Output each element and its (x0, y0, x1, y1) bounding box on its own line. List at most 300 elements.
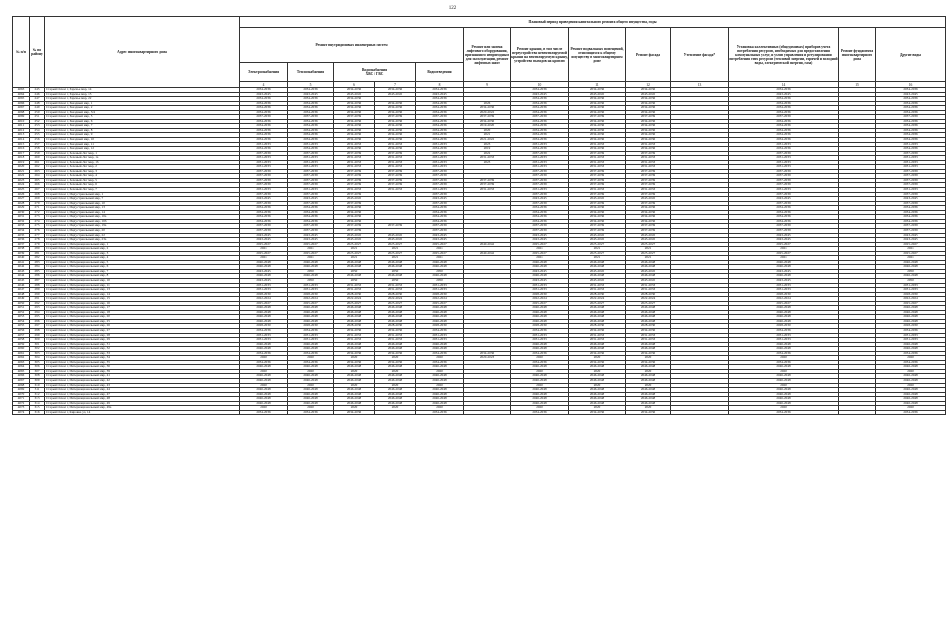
period-cell: 2037-2039 (375, 183, 416, 188)
period-cell: 2034-2036 (876, 410, 946, 415)
address-cell: Старый Оскол г, Индустриальный мкр, 22 (45, 233, 240, 238)
period-cell: 2034-2036 (375, 88, 416, 93)
period-cell: 2034-2036 (876, 360, 946, 365)
address-cell: Старый Оскол г, Интернациональный мкр, 35 (45, 360, 240, 365)
period-cell: 2034-2036 (569, 410, 626, 415)
period-cell: 2028-2030 (511, 324, 569, 329)
period-cell: 2043-2045 (569, 238, 626, 243)
period-cell: 2046-2048 (288, 397, 334, 402)
district-number-cell: 302 (30, 347, 45, 352)
period-cell: 2031-2033 (729, 160, 839, 165)
period-cell: 2031-2033 (569, 165, 626, 170)
period-cell: 2034-2036 (626, 128, 671, 133)
district-number-cell: 283 (30, 260, 45, 265)
row-number-cell: 4016 (13, 147, 30, 152)
period-cell: 2020 (569, 356, 626, 361)
period-cell: 2046-2048 (240, 401, 288, 406)
row-number-cell: 4047 (13, 288, 30, 293)
address-cell: Старый Оскол г, Интернациональный мкр, 28 (45, 333, 240, 338)
period-cell: 2031-2033 (511, 142, 569, 147)
period-cell: 2046-2048 (375, 397, 416, 402)
period-cell: 2028-2030 (416, 292, 464, 297)
row-number-cell: 4017 (13, 151, 30, 156)
period-cell: 2046-2048 (240, 379, 288, 384)
period-cell: 2034-2036 (569, 219, 626, 224)
row-number-cell: 4059 (13, 342, 30, 347)
period-cell: 2020 (569, 383, 626, 388)
period-cell: 2020 (416, 406, 464, 411)
period-cell: 2046-2048 (416, 306, 464, 311)
period-cell: 2031-2033 (416, 283, 464, 288)
header-metering: Установка коллективных (общедомовых) приборов учета потребления ресурсов, необходимых для предоставления коммунальных услуг, и узлов управления и регулирования потребления этих ресурсов (тепловой энергии, горячей и холодной воды, электрической энергии, газа) (729, 28, 839, 82)
address-cell: Старый Оскол г, Интернациональный мкр, 25 (45, 319, 240, 324)
district-number-cell: 301 (30, 342, 45, 347)
period-cell: 2046-2048 (416, 397, 464, 402)
period-cell: 2034-2036 (626, 138, 671, 143)
period-cell: 2046-2048 (729, 388, 839, 393)
period-cell: 2034-2036 (240, 360, 288, 365)
period-cell: 2031-2033 (375, 142, 416, 147)
period-cell: 2034-2036 (416, 88, 464, 93)
period-cell: 2043-2045 (511, 233, 569, 238)
address-cell: Старый Оскол г, Зеленый Лог мкр, 1б (45, 160, 240, 165)
period-cell: 2037-2039 (288, 192, 334, 197)
period-cell: 2043-2045 (511, 197, 569, 202)
period-cell: 2043-2045 (240, 197, 288, 202)
period-cell: 2046-2048 (569, 392, 626, 397)
period-cell: 2046-2048 (729, 274, 839, 279)
address-cell: Старый Оскол г, Интернациональный мкр, 20 (45, 315, 240, 320)
header-num: № п/п (13, 17, 30, 88)
row-number-cell: 4046 (13, 283, 30, 288)
period-cell: 2034-2036 (416, 124, 464, 129)
period-cell: 2034-2036 (288, 128, 334, 133)
period-cell: 2020 (240, 369, 288, 374)
period-cell: 2028-2030 (626, 292, 671, 297)
period-cell: 2037-2039 (334, 224, 375, 229)
period-cell: 2037-2039 (416, 178, 464, 183)
period-cell: 2034-2036 (288, 328, 334, 333)
period-cell: 2037-2039 (334, 174, 375, 179)
period-cell: 2046-2048 (240, 374, 288, 379)
period-cell: 2034-2036 (729, 138, 839, 143)
period-cell: 2046-2048 (876, 347, 946, 352)
period-cell: 2037-2039 (626, 115, 671, 120)
period-cell: 2037-2039 (288, 224, 334, 229)
address-cell: Старый Оскол г, Интернациональный мкр, 18 (45, 310, 240, 315)
period-cell: 2034-2036 (876, 138, 946, 143)
period-cell: 2046-2048 (626, 392, 671, 397)
address-cell: Старый Оскол г, Звездный мкр, 10 (45, 138, 240, 143)
district-number-cell: 288 (30, 283, 45, 288)
period-cell: 2020 (416, 383, 464, 388)
period-cell: 2043-2045 (626, 238, 671, 243)
period-cell: 2034-2036 (334, 133, 375, 138)
period-cell: 2031-2033 (511, 333, 569, 338)
period-cell: 2037-2039 (569, 192, 626, 197)
period-cell: 2046-2048 (511, 310, 569, 315)
period-cell: 2021 (416, 256, 464, 261)
period-cell: 2034-2036 (729, 133, 839, 138)
period-cell: 2034-2036 (288, 106, 334, 111)
address-cell: Старый Оскол г, Интернациональный мкр, 15 (45, 297, 240, 302)
period-cell: 2034-2036 (569, 147, 626, 152)
row-number-cell: 4061 (13, 351, 30, 356)
period-cell: 2034-2036 (288, 119, 334, 124)
period-cell: 2034-2036 (729, 128, 839, 133)
period-cell: 2025-2027 (511, 251, 569, 256)
period-cell: 2021 (569, 247, 626, 252)
period-cell: 2031-2033 (334, 165, 375, 170)
period-cell: 2037-2039 (729, 228, 839, 233)
period-cell: 2031-2033 (240, 288, 288, 293)
district-number-cell: 278 (30, 238, 45, 243)
period-cell: 2034-2036 (626, 147, 671, 152)
period-cell: 2046-2048 (334, 365, 375, 370)
address-cell: Старый Оскол г, Интернациональный мкр, 29 (45, 338, 240, 343)
period-cell: 2043-2045 (511, 278, 569, 283)
period-cell: 2021 (334, 247, 375, 252)
period-cell: 2046-2048 (511, 319, 569, 324)
district-number-cell: 258 (30, 147, 45, 152)
period-cell: 2034-2036 (416, 351, 464, 356)
column-number: 10 (511, 82, 569, 88)
period-cell: 2034-2036 (511, 147, 569, 152)
period-cell: 2020 (626, 406, 671, 411)
period-cell: 2034-2036 (288, 215, 334, 220)
period-cell: 2034-2036 (416, 110, 464, 115)
period-cell: 2043-2045 (334, 238, 375, 243)
period-cell: 2031-2033 (416, 156, 464, 161)
period-cell: 2031-2033 (876, 333, 946, 338)
period-cell: 2037-2039 (876, 115, 946, 120)
period-cell: 2037-2039 (876, 228, 946, 233)
row-number-cell: 4043 (13, 269, 30, 274)
row-number-cell: 4030 (13, 210, 30, 215)
period-cell: 2021-2022 (464, 138, 511, 143)
district-number-cell: 279 (30, 242, 45, 247)
row-number-cell: 4062 (13, 356, 30, 361)
address-cell: Старый Оскол г, Зеленый Лог мкр, 7 (45, 188, 240, 193)
header-utility-systems: Ремонт внутридомовых инженерных систем (240, 28, 464, 63)
period-cell: 2031-2033 (240, 333, 288, 338)
period-cell: 2031-2033 (626, 160, 671, 165)
period-cell: 2025-2027 (334, 301, 375, 306)
period-cell: 2031-2033 (416, 188, 464, 193)
period-cell: 2031-2033 (288, 160, 334, 165)
header-gvs: ГВС (376, 72, 384, 76)
column-number: 11 (569, 82, 626, 88)
period-cell: 2046-2048 (334, 392, 375, 397)
period-cell: 2031-2033 (876, 288, 946, 293)
period-cell: 2046-2048 (288, 342, 334, 347)
row-number-cell: 4027 (13, 197, 30, 202)
period-cell: 2034-2036 (876, 124, 946, 129)
period-cell: 2034-2036 (729, 215, 839, 220)
period-cell: 2021 (511, 247, 569, 252)
row-number-cell: 4066 (13, 374, 30, 379)
period-cell: 2034-2036 (569, 106, 626, 111)
period-cell: 2046-2048 (375, 274, 416, 279)
period-cell: 2031-2033 (511, 156, 569, 161)
row-number-cell: 4060 (13, 347, 30, 352)
period-cell: 2046-2048 (334, 260, 375, 265)
period-cell: 2046-2048 (240, 274, 288, 279)
address-cell: Старый Оскол г, Интернациональный мкр, 42 (45, 379, 240, 384)
period-cell: 2046-2048 (569, 388, 626, 393)
period-cell: 2043-2045 (876, 238, 946, 243)
period-cell: 2034-2036 (876, 101, 946, 106)
period-cell: 2043-2045 (626, 278, 671, 283)
period-cell: 2046-2048 (288, 306, 334, 311)
period-cell: 2050 (334, 278, 375, 283)
period-cell: 2037-2039 (240, 115, 288, 120)
district-number-cell: 271 (30, 206, 45, 211)
period-cell: 2046-2048 (375, 374, 416, 379)
period-cell: 2046-2048 (375, 315, 416, 320)
period-cell: 2031-2033 (729, 165, 839, 170)
period-cell: 2021 (288, 256, 334, 261)
period-cell: 2046-2048 (416, 342, 464, 347)
period-cell: 2021 (729, 256, 839, 261)
header-roof: Ремонт крыши, в том числе переустройство невентилируемой крыши на вентилируемую крышу, устройство выходов на кровлю (511, 28, 569, 82)
period-cell: 2034-2036 (876, 106, 946, 111)
period-cell: 2031-2033 (876, 338, 946, 343)
column-number: 12 (626, 82, 671, 88)
period-cell: 2046-2048 (569, 306, 626, 311)
period-cell: 2046-2048 (876, 319, 946, 324)
address-cell: Старый Оскол г, Интернациональный мкр, 32 (45, 347, 240, 352)
period-cell: 2020 (876, 356, 946, 361)
period-cell: 2028-2030 (569, 292, 626, 297)
period-cell: 2034-2036 (569, 328, 626, 333)
district-number-cell: 274 (30, 219, 45, 224)
period-cell: 2034-2036 (626, 360, 671, 365)
period-cell: 2031-2033 (375, 283, 416, 288)
period-cell: 2021 (375, 256, 416, 261)
period-cell: 2034-2036 (416, 210, 464, 215)
period-cell: 2034-2036 (334, 147, 375, 152)
period-cell: 2037-2039 (626, 174, 671, 179)
district-number-cell: 246 (30, 92, 45, 97)
period-cell: 2023 (464, 142, 511, 147)
period-cell: 2034-2036 (876, 88, 946, 93)
district-number-cell: 316 (30, 410, 45, 415)
period-cell: 2034-2036 (240, 410, 288, 415)
period-cell: 2034-2036 (375, 101, 416, 106)
period-cell: 2028-2030 (288, 324, 334, 329)
address-cell: Старый Оскол г, Интернациональный мкр, 36 (45, 365, 240, 370)
period-cell: 2020 (729, 383, 839, 388)
header-heating: Теплоснабжения (288, 63, 334, 82)
address-cell: Старый Оскол г, Звездный мкр, 6 (45, 119, 240, 124)
period-cell: 2034-2036 (569, 351, 626, 356)
period-cell: 2020 (375, 356, 416, 361)
row-number-cell: 4035 (13, 233, 30, 238)
period-cell: 2020 (464, 128, 511, 133)
period-cell: 2037-2039 (288, 174, 334, 179)
period-cell: 2034-2036 (626, 206, 671, 211)
period-cell: 2043-2045 (626, 269, 671, 274)
period-cell: 2031-2033 (288, 333, 334, 338)
period-cell: 2046-2048 (240, 392, 288, 397)
period-cell: 2046-2048 (876, 315, 946, 320)
period-cell: 2046-2048 (729, 306, 839, 311)
district-number-cell: 259 (30, 151, 45, 156)
period-cell: 2043-2045 (240, 233, 288, 238)
period-cell: 2034-2036 (569, 138, 626, 143)
period-cell: 2046-2048 (511, 401, 569, 406)
period-cell: 2046-2048 (416, 319, 464, 324)
column-number: 8 (416, 82, 464, 88)
period-cell: 2037-2039 (626, 201, 671, 206)
header-hvs: ХВС (365, 72, 374, 76)
period-cell: 2037-2039 (729, 183, 839, 188)
period-cell: 2034-2036 (876, 206, 946, 211)
period-cell: 2034-2036 (334, 101, 375, 106)
period-cell: 2037-2039 (876, 224, 946, 229)
period-cell: 2046-2048 (416, 265, 464, 270)
period-cell: 2046-2048 (416, 365, 464, 370)
address-cell: Старый Оскол г, Индустриальный мкр, 23а (45, 238, 240, 243)
period-cell: 2043-2045 (876, 233, 946, 238)
period-cell: 2046-2048 (626, 306, 671, 311)
period-cell: 2046-2048 (569, 374, 626, 379)
period-cell: 2034-2036 (626, 106, 671, 111)
period-cell: 2034-2036 (334, 210, 375, 215)
row-number-cell: 4032 (13, 219, 30, 224)
period-cell: 2025-2027 (240, 242, 288, 247)
period-cell: 2046-2048 (876, 365, 946, 370)
period-cell: 2034-2036 (240, 110, 288, 115)
period-cell: 2050 (416, 278, 464, 283)
period-cell: 2050 (375, 278, 416, 283)
header-district-num: № по району (30, 17, 45, 88)
period-cell: 2031-2033 (876, 156, 946, 161)
district-number-cell: 282 (30, 256, 45, 261)
capital-repair-table (12, 16, 946, 415)
period-cell: 2037-2039 (464, 183, 511, 188)
period-cell: 2046-2048 (334, 274, 375, 279)
district-number-cell: 295 (30, 315, 45, 320)
period-cell: 2043-2045 (569, 269, 626, 274)
period-cell: 2046-2048 (240, 265, 288, 270)
period-cell: 2025-2027 (334, 251, 375, 256)
period-cell: 2046-2048 (288, 379, 334, 384)
period-cell: 2034-2036 (240, 106, 288, 111)
period-cell: 2046-2048 (240, 306, 288, 311)
period-cell: 2046-2048 (375, 306, 416, 311)
period-cell: 2037-2039 (626, 183, 671, 188)
period-cell: 2043-2045 (288, 92, 334, 97)
period-cell: 2046-2048 (729, 392, 839, 397)
period-cell: 2046-2048 (569, 365, 626, 370)
period-cell: 2034-2036 (511, 128, 569, 133)
period-cell: 2031-2033 (288, 188, 334, 193)
period-cell: 2046-2048 (511, 315, 569, 320)
period-cell: 2046-2048 (288, 347, 334, 352)
period-cell: 2043-2045 (416, 92, 464, 97)
period-cell: 2034-2036 (416, 219, 464, 224)
period-cell: 2046-2048 (729, 397, 839, 402)
period-cell: 2046-2048 (288, 365, 334, 370)
period-cell: 2028-2030 (240, 324, 288, 329)
row-number-cell: 4019 (13, 160, 30, 165)
period-cell: 2037-2039 (416, 115, 464, 120)
period-cell: 2037-2039 (511, 183, 569, 188)
period-cell (375, 410, 416, 415)
address-cell: Старый Оскол г, Звездный мкр, 3/4 (45, 110, 240, 115)
period-cell: 2034-2036 (511, 119, 569, 124)
period-cell: 2043-2045 (375, 238, 416, 243)
address-cell: Старый Оскол г, Звездный мкр, 12 (45, 147, 240, 152)
district-number-cell: 267 (30, 188, 45, 193)
row-number-cell: 4031 (13, 215, 30, 220)
period-cell: 2046-2048 (626, 374, 671, 379)
period-cell: 2043-2045 (729, 92, 839, 97)
row-number-cell: 4052 (13, 310, 30, 315)
district-number-cell: 255 (30, 133, 45, 138)
district-number-cell: 315 (30, 406, 45, 411)
period-cell: 2034-2036 (416, 133, 464, 138)
district-number-cell: 253 (30, 124, 45, 129)
period-cell: 2025-2027 (375, 301, 416, 306)
period-cell: 2034-2036 (416, 206, 464, 211)
address-cell: Старый Оскол г, Индустриальный мкр, 14 (45, 210, 240, 215)
period-cell: 2034-2036 (240, 206, 288, 211)
period-cell: 2046-2048 (375, 319, 416, 324)
period-cell: 2031-2033 (288, 338, 334, 343)
period-cell: 2040-2042 (464, 251, 511, 256)
district-number-cell: 269 (30, 197, 45, 202)
period-cell: 2046-2048 (334, 310, 375, 315)
period-cell: 2037-2039 (729, 115, 839, 120)
period-cell: 2037-2039 (416, 228, 464, 233)
period-cell: 2020 (511, 383, 569, 388)
district-number-cell: 290 (30, 292, 45, 297)
period-cell: 2046-2048 (334, 397, 375, 402)
period-cell: 2022-2024 (288, 297, 334, 302)
period-cell: 2034-2036 (288, 88, 334, 93)
period-cell: 2025-2027 (876, 242, 946, 247)
column-number: 5 (288, 82, 334, 88)
column-number: 9 (464, 82, 511, 88)
period-cell: 2034-2036 (464, 106, 511, 111)
district-number-cell: 256 (30, 138, 45, 143)
period-cell: 2034-2036 (416, 101, 464, 106)
period-cell: 2020 (729, 356, 839, 361)
row-number-cell: 4028 (13, 201, 30, 206)
header-basement: Ремонт подвальных помещений, относящихся к общему имуществу в многоквартирном доме (569, 28, 626, 82)
period-cell: 2021 (729, 247, 839, 252)
column-number: 7 (375, 82, 416, 88)
period-cell: 2021 (876, 247, 946, 252)
period-cell: 2031-2033 (876, 160, 946, 165)
district-number-cell: 307 (30, 369, 45, 374)
address-cell: Старый Оскол г, Интернациональный мкр, 1 (45, 242, 240, 247)
period-cell: 2046-2048 (511, 379, 569, 384)
period-cell: 2046-2048 (876, 388, 946, 393)
period-cell: 2034-2036 (729, 219, 839, 224)
period-cell: 2034-2036 (729, 410, 839, 415)
district-number-cell: 257 (30, 142, 45, 147)
period-cell: 2046-2048 (288, 310, 334, 315)
row-number-cell: 4054 (13, 319, 30, 324)
address-cell: Старый Оскол г, Звездный мкр, 1 (45, 101, 240, 106)
row-number-cell: 4065 (13, 97, 30, 102)
period-cell: 2046-2048 (626, 315, 671, 320)
period-cell: 2034-2036 (569, 110, 626, 115)
